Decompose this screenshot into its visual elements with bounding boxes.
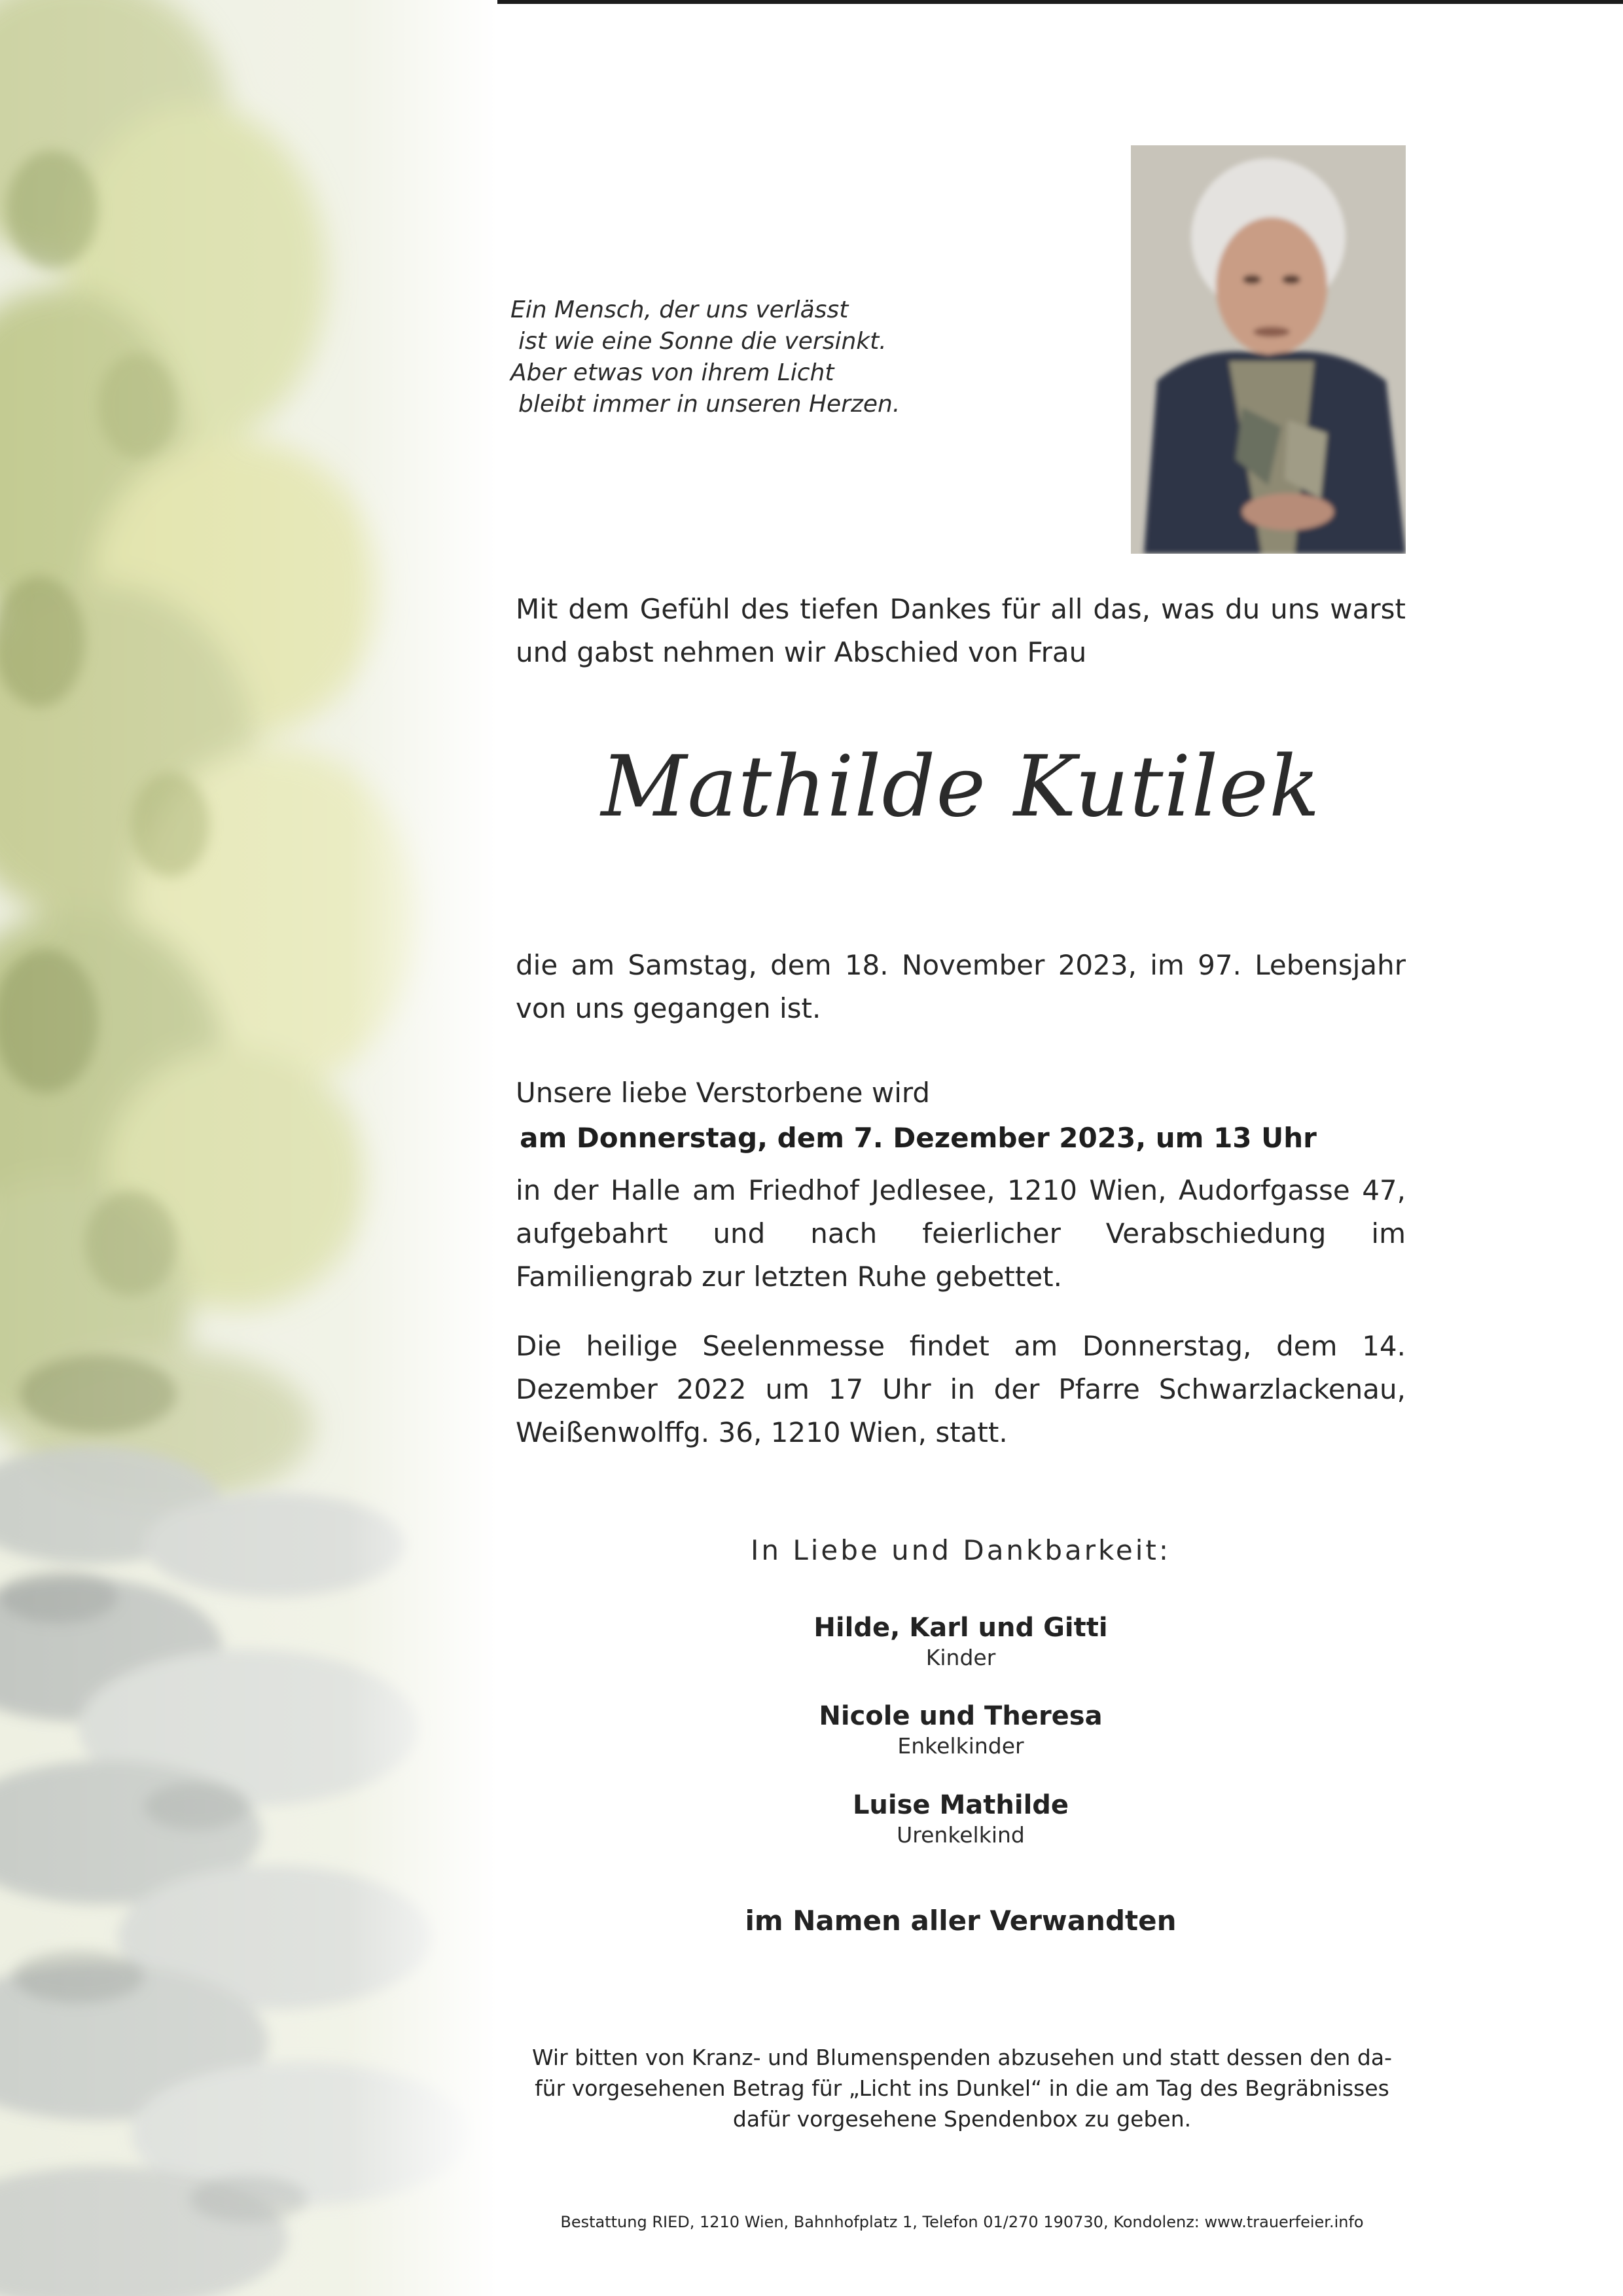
mourner-group (516, 1700, 1406, 1760)
poem-line: Ein Mensch, der uns verlässt (510, 296, 849, 323)
mourner-relation: Urenkelkind (897, 1822, 1025, 1848)
poem-line: ist wie eine Sonne die versinkt. (518, 328, 887, 355)
funeral-details: in der Halle am Friedhof Jedlesee, 1210 Wien, Audorfgasse 47, aufgebahrt und nach feierlicher Verabschiedung im Familiengrab zur letzten Ruhe gebettet. (516, 1174, 1406, 1293)
deceased-name: Mathilde Kutilek (601, 738, 1321, 836)
donation-line: Wir bitten von Kranz- und Blumenspenden abzusehen und statt dessen den da- (532, 2045, 1392, 2070)
donation-line: dafür vorgesehene Spendenbox zu geben. (732, 2106, 1192, 2132)
poem-line: Aber etwas von ihrem Licht (510, 359, 834, 386)
funeral-home-footer: Bestattung RIED, 1210 Wien, Bahnhofplatz 1, Telefon 01/270 190730, Kondolenz: www.trauerfeier.info (560, 2213, 1364, 2231)
mourner-relation: Kinder (925, 1645, 996, 1670)
portrait-photo (1131, 145, 1406, 554)
funeral-intro: Unsere liebe Verstorbene wird (516, 1077, 931, 1109)
funeral-date-time: am Donnerstag, dem 7. Dezember 2023, um 13 Uhr (520, 1122, 1317, 1154)
mourner-relation: Enkelkinder (897, 1733, 1024, 1759)
thanks-heading: In Liebe und Dankbarkeit: (750, 1534, 1171, 1566)
poem-line: bleibt immer in unseren Herzen. (518, 391, 901, 418)
intro-text: Mit dem Gefühl des tiefen Dankes für all das, was du uns warst und gabst nehmen wir Abschied von Frau (516, 593, 1406, 668)
memorial-mass: Die heilige Seelenmesse findet am Donnerstag, dem 14. Dezember 2022 um 17 Uhr in der Pfarre Schwarzlackenau, Weißenwolffg. 36, 1210 Wien, statt. (516, 1330, 1406, 1448)
nature-background-image (0, 0, 497, 2296)
mourner-names: Nicole und Theresa (819, 1701, 1103, 1731)
death-notice: die am Samstag, dem 18. November 2023, im 97. Lebensjahr von uns gegangen ist. (516, 949, 1406, 1024)
mourner-group (516, 1611, 1406, 1672)
donation-note (517, 2042, 1407, 2134)
mourner-names: Luise Mathilde (852, 1790, 1069, 1820)
mourner-names: Hilde, Karl und Gitti (813, 1613, 1108, 1643)
closing-line: im Namen aller Verwandten (745, 1905, 1177, 1937)
mourner-group (516, 1789, 1406, 1849)
donation-line: für vorgesehenen Betrag für „Licht ins Dunkel“ in die am Tag des Begräbnisses (535, 2075, 1389, 2101)
poem (510, 295, 969, 420)
